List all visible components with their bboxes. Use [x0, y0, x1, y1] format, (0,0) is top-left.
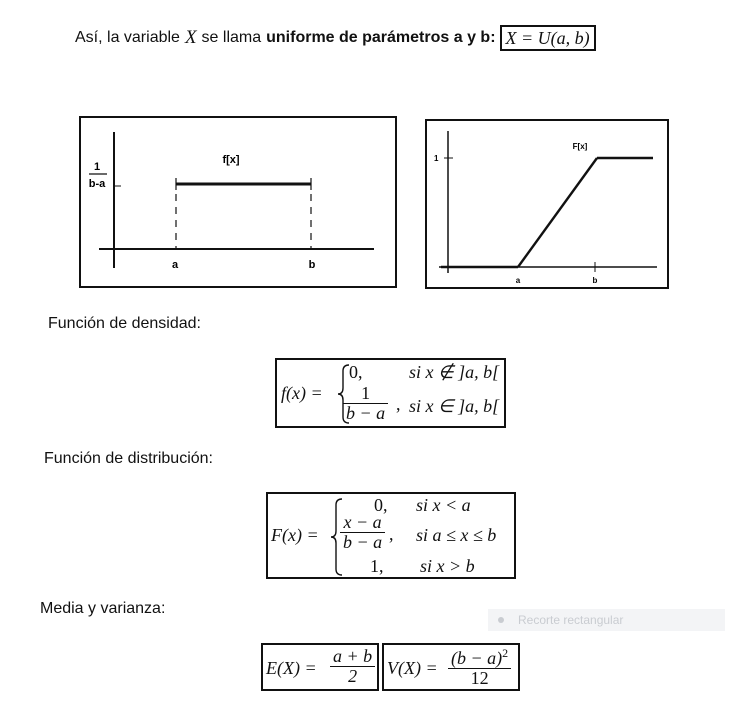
cdf-case2-fraction: [340, 513, 385, 552]
density-case2-fraction: [343, 384, 388, 423]
density-case2-den: b − a: [343, 403, 388, 423]
cdf-case2-comma: ,: [389, 524, 394, 544]
cdf-y-tick-label: 1: [434, 154, 439, 163]
mean-formula-box: [261, 643, 379, 691]
intro-variable: X: [184, 27, 197, 48]
cdf-case1-cond: si x < a: [416, 495, 471, 515]
cdf-curve-label: F[x]: [572, 142, 588, 151]
cdf-formula-box: [266, 492, 516, 579]
variance-fraction: [448, 647, 511, 688]
cdf-curve-ramp: [518, 158, 597, 267]
distribution-notation-box: X = U(a, b): [500, 25, 596, 51]
intro-middle: se llama: [201, 29, 262, 46]
density-case2-num: 1: [361, 383, 371, 403]
density-graph-svg: [81, 118, 395, 286]
section-moments-heading: Media y varianza:: [40, 600, 166, 617]
intro-prefix: Así, la variable: [75, 29, 180, 46]
mean-fraction: [330, 647, 375, 686]
variance-num-wrap: [448, 647, 511, 668]
mean-lhs: E(X) =: [266, 658, 317, 678]
cdf-case3-cond: si x > b: [420, 556, 475, 576]
density-y-label-den: b-a: [88, 178, 106, 190]
section-distribution-heading: Función de distribución:: [44, 450, 213, 467]
cdf-graph: [425, 119, 669, 289]
cdf-case2-num: x − a: [343, 512, 382, 532]
cdf-lhs: F(x) =: [271, 525, 319, 545]
tooltip-label: Recorte rectangular: [518, 613, 624, 627]
density-formula-box: [275, 358, 506, 428]
mean-den: 2: [330, 666, 375, 686]
density-tick-b: b: [308, 259, 316, 271]
variance-num: (b − a): [451, 648, 503, 668]
density-curve-label: f[x]: [222, 154, 240, 166]
cdf-case1-value: 0,: [374, 495, 388, 515]
density-lhs: f(x) =: [281, 383, 323, 403]
intro-bold: uniforme de parámetros a y b:: [266, 29, 496, 46]
density-case2-cond: si x ∈ ]a, b[: [409, 396, 500, 416]
section-density-heading: Función de densidad:: [48, 315, 201, 332]
cdf-tick-b: b: [592, 276, 598, 285]
density-y-label-num: 1: [93, 161, 101, 173]
cdf-case3-value: 1,: [370, 556, 384, 576]
mean-num: a + b: [333, 646, 373, 666]
variance-formula-box: [382, 643, 520, 691]
variance-den: 12: [448, 668, 511, 688]
rect-snip-tooltip[interactable]: [488, 609, 725, 631]
density-tick-a: a: [171, 259, 179, 271]
density-case2-comma: ,: [396, 394, 401, 414]
cdf-case2-cond: si a ≤ x ≤ b: [416, 525, 497, 545]
density-case1-value: 0,: [349, 362, 363, 382]
density-graph: [79, 116, 397, 288]
cdf-tick-a: a: [515, 276, 521, 285]
variance-exp: 2: [502, 646, 509, 660]
cdf-case2-den: b − a: [340, 532, 385, 552]
variance-lhs: V(X) =: [387, 658, 438, 678]
cdf-graph-svg: [427, 121, 667, 287]
density-case1-cond: si x ∉ ]a, b[: [409, 362, 500, 382]
intro-line: [75, 26, 596, 50]
tooltip-dot-icon: [498, 617, 504, 623]
